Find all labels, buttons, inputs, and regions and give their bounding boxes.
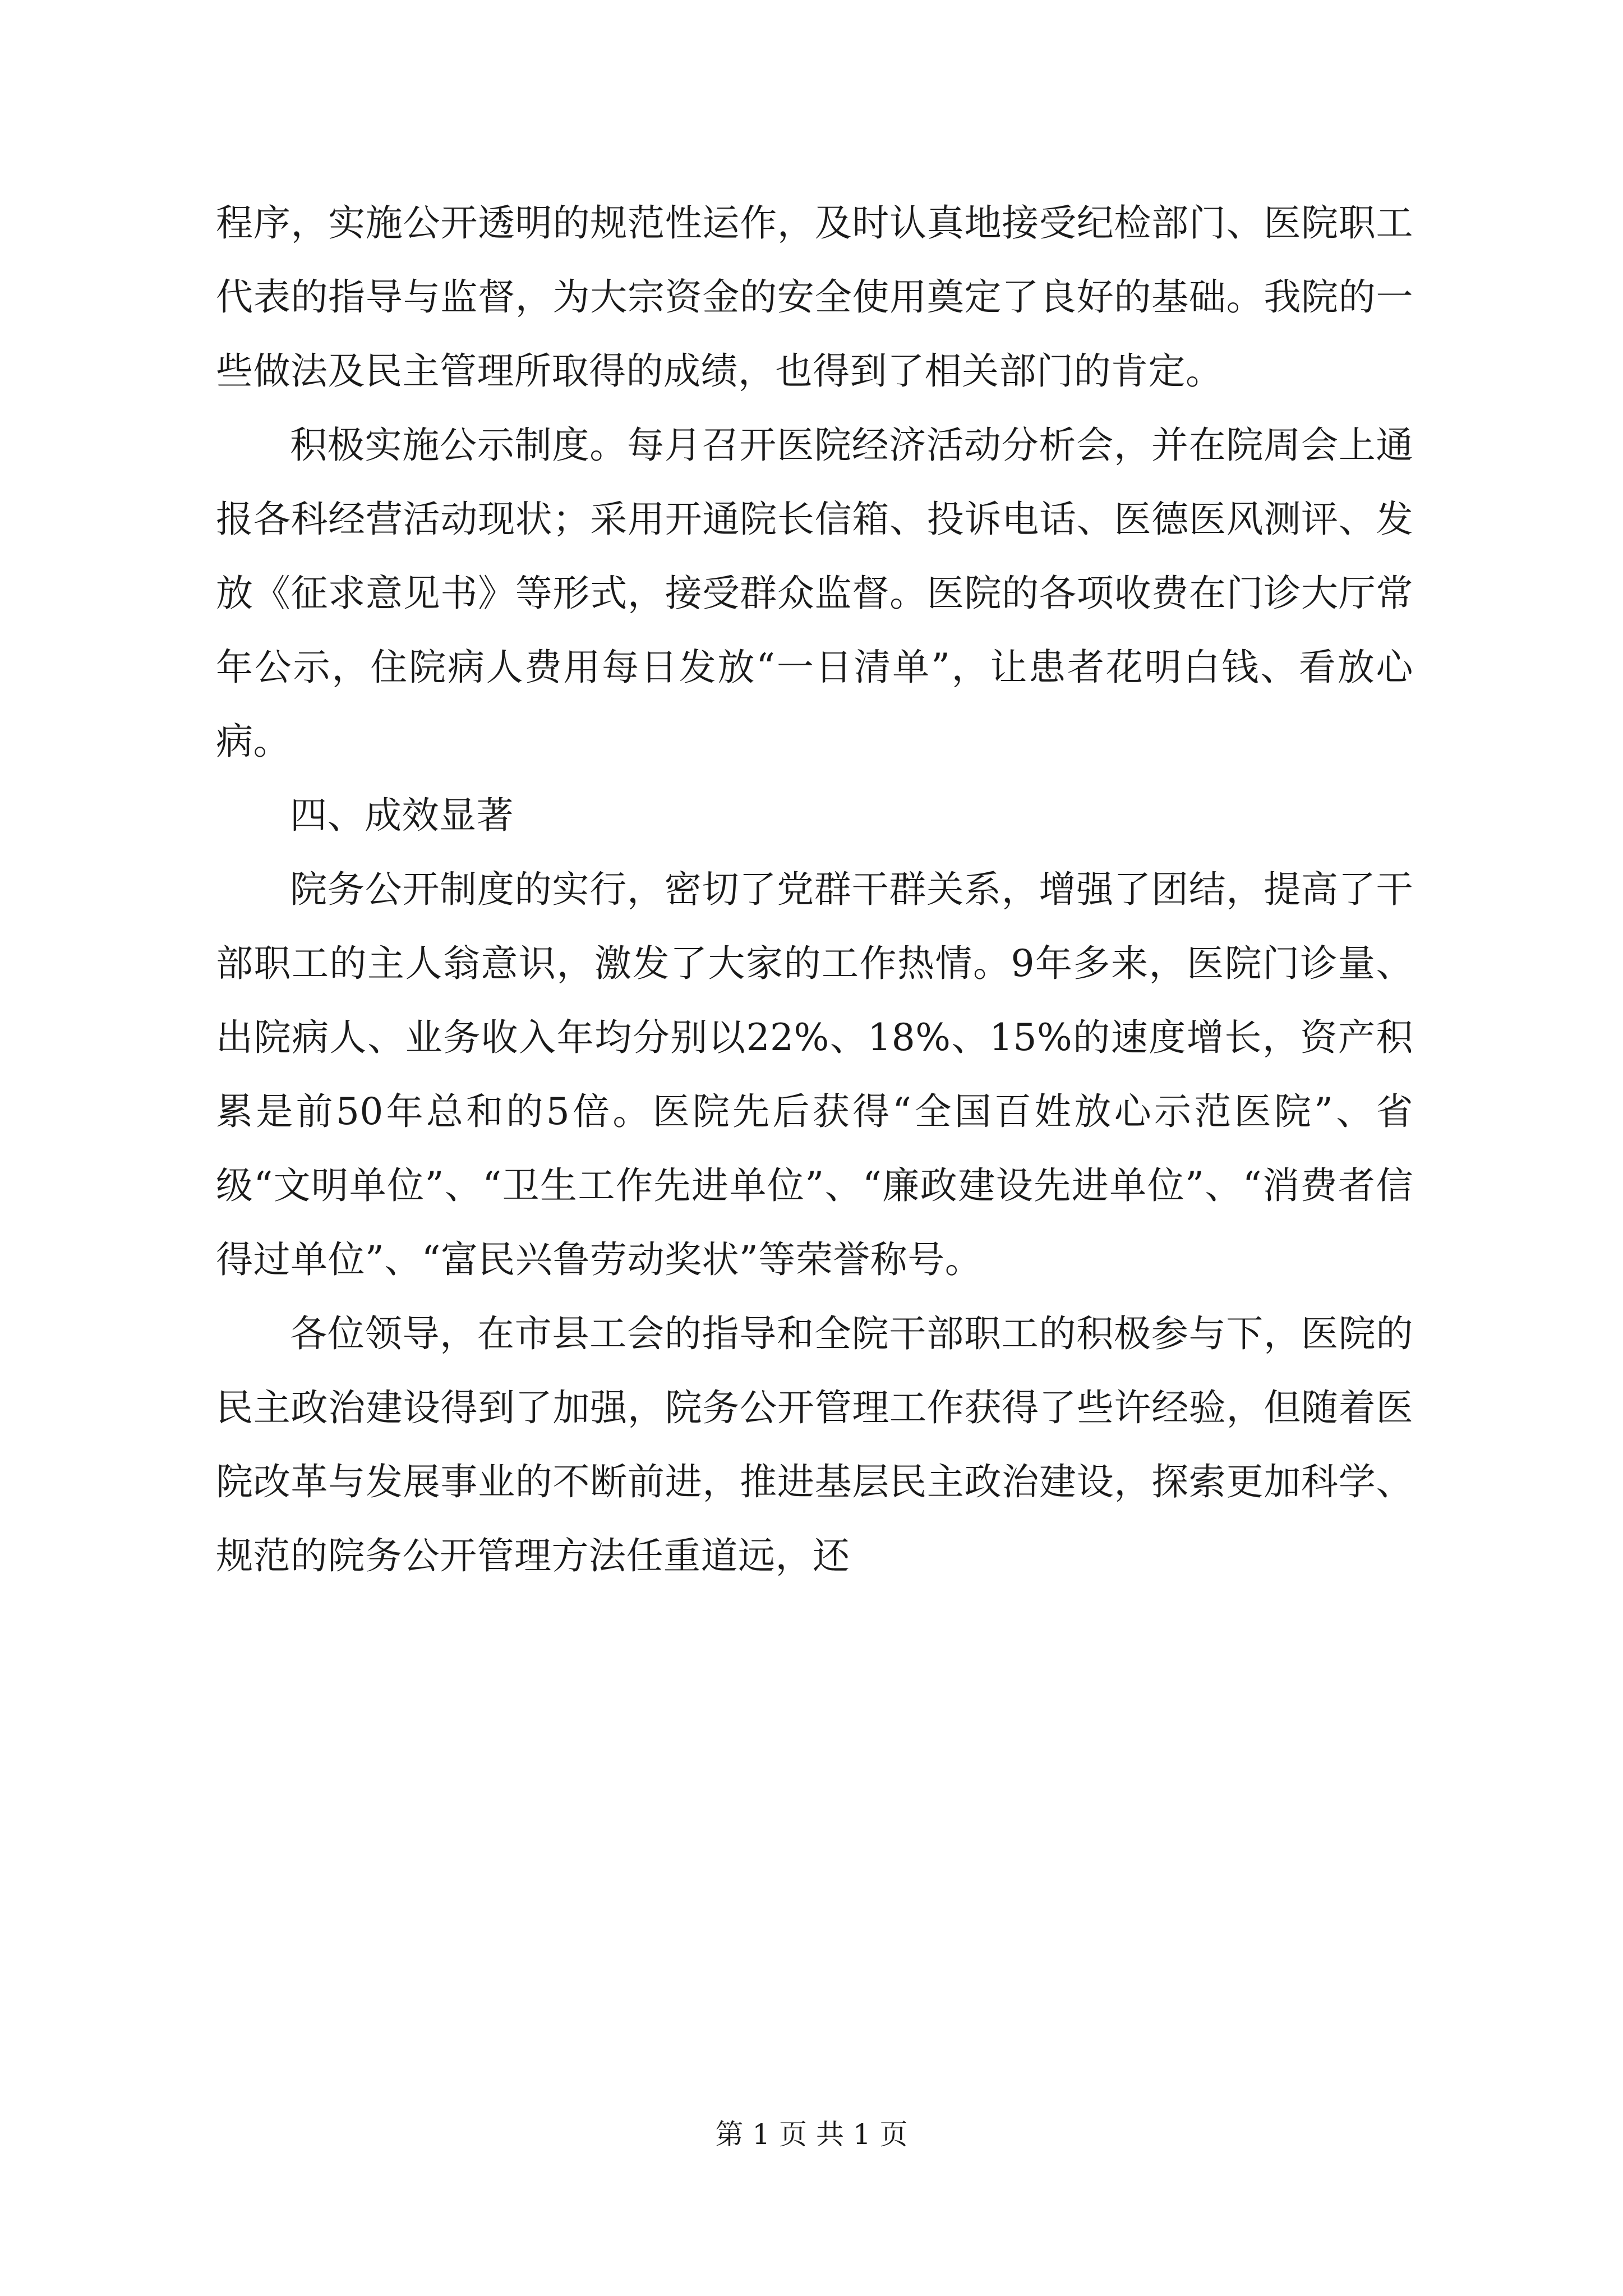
page-number-footer: 第 1 页 共 1 页: [715, 2118, 908, 2151]
section-heading-results: 四、成效显著: [290, 794, 514, 837]
document-body: [216, 186, 1413, 1593]
paragraph-continuation: 程序，实施公开透明的规范性运作，及时认真地接受纪检部门、医院职工代表的指导与监督，为大宗资金的安全使用奠定了良好的基础。我院的一些做法及民主管理所取得的成绩，也得到了相关部门的肯定。: [216, 201, 1413, 393]
paragraph-results: 院务公开制度的实行，密切了党群干群关系，增强了团结，提高了干部职工的主人翁意识，激发了大家的工作热情。9年多来，医院门诊量、出院病人、业务收入年均分别以22%、18%、15%的速度增长，资产积累是前50年总和的5倍。医院先后获得“全国百姓放心示范医院”、省级“文明单位”、“卫生工作先进单位”、“廉政建设先进单位”、“消费者信得过单位”、“富民兴鲁劳动奖状”等荣誉称号。: [216, 868, 1413, 1281]
paragraph-publicity-system: 积极实施公示制度。每月召开医院经济活动分析会，并在院周会上通报各科经营活动现状；采用开通院长信箱、投诉电话、医德医风测评、发放《征求意见书》等形式，接受群众监督。医院的各项收费在门诊大厅常年公示，住院病人费用每日发放“一日清单”，让患者花明白钱、看放心病。: [216, 424, 1413, 763]
paragraph-closing: 各位领导，在市县工会的指导和全院干部职工的积极参与下，医院的民主政治建设得到了加强，院务公开管理工作获得了些许经验，但随着医院改革与发展事业的不断前进，推进基层民主政治建设，探索更加科学、规范的院务公开管理方法任重道远，还: [216, 1312, 1413, 1577]
